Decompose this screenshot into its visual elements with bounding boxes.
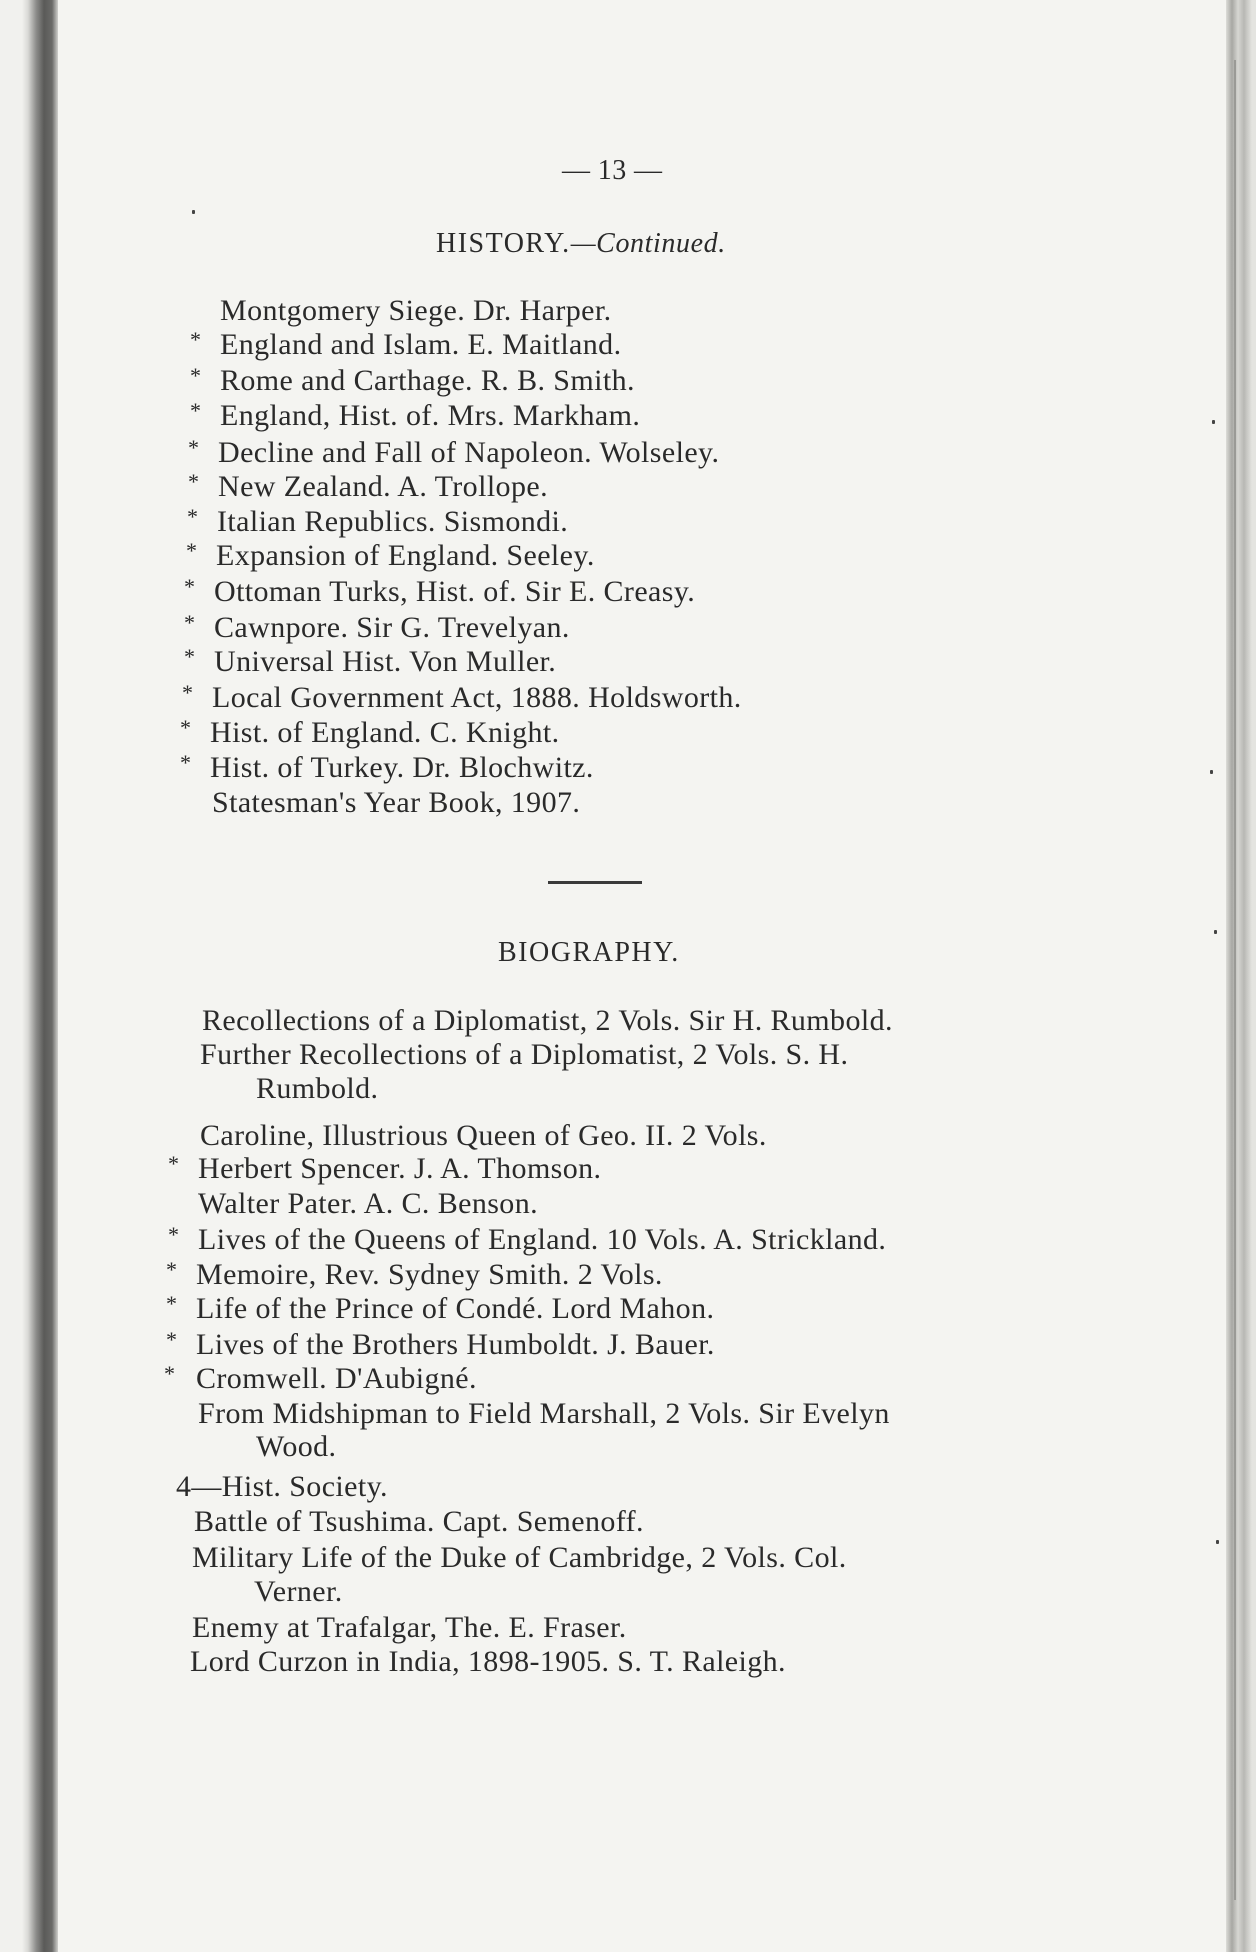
book-gutter-shadow [0,0,58,1952]
history-heading [436,228,726,260]
history-entry: England, Hist. of. Mrs. Markham. [220,399,641,432]
society-entry: Enemy at Trafalgar, The. E. Fraser. [192,1611,627,1644]
asterisk-mark: * [190,327,201,352]
biography-entry: Lives of the Brothers Humboldt. J. Bauer. [196,1328,715,1361]
history-entry: England and Islam. E. Maitland. [220,328,622,361]
history-entry: Decline and Fall of Napoleon. Wolseley. [218,436,720,469]
scan-speck [1212,420,1215,424]
biography-entry: Cromwell. D'Aubigné. [196,1362,477,1395]
asterisk-mark: * [190,398,201,423]
scan-speck [192,210,195,214]
biography-entry: Life of the Prince of Condé. Lord Mahon. [196,1292,715,1325]
biography-entry: Walter Pater. A. C. Benson. [198,1187,539,1220]
asterisk-mark: * [166,1327,177,1352]
biography-entry-continuation: Rumbold. [256,1072,379,1105]
history-entry: Italian Republics. Sismondi. [217,505,569,538]
society-label: 4—Hist. Society. [176,1470,388,1503]
asterisk-mark: * [184,574,195,599]
biography-entry: Recollections of a Diplomatist, 2 Vols. Sir H. Rumbold. [202,1004,893,1037]
asterisk-mark: * [188,469,199,494]
biography-entry: Lives of the Queens of England. 10 Vols. A. Strickland. [198,1223,887,1256]
asterisk-mark: * [164,1361,175,1386]
asterisk-mark: * [186,538,197,563]
asterisk-mark: * [166,1257,177,1282]
biography-entry: Further Recollections of a Diplomatist, 2 Vols. S. H. [200,1038,849,1071]
biography-entry: From Midshipman to Field Marshall, 2 Vols. Sir Evelyn [198,1397,890,1430]
section-divider [548,881,642,884]
biography-heading: BIOGRAPHY. [498,937,680,968]
asterisk-mark: * [182,680,193,705]
asterisk-mark: * [168,1151,179,1176]
asterisk-mark: * [184,644,195,669]
society-entry: Lord Curzon in India, 1898-1905. S. T. Raleigh. [190,1645,786,1678]
biography-entry-continuation: Wood. [256,1430,337,1463]
history-entry: Montgomery Siege. Dr. Harper. [220,294,612,327]
history-entry: Local Government Act, 1888. Holdsworth. [212,681,742,714]
biography-entry: Caroline, Illustrious Queen of Geo. II. 2 Vols. [200,1119,767,1152]
page-edge-line [1234,60,1236,1900]
history-entry: Rome and Carthage. R. B. Smith. [220,364,635,397]
asterisk-mark: * [180,715,191,740]
history-heading-continued: —Continued. [570,228,726,259]
page-edge-shadow [1226,0,1256,1952]
history-entry: Hist. of Turkey. Dr. Blochwitz. [210,751,594,784]
history-entry: Ottoman Turks, Hist. of. Sir E. Creasy. [214,575,696,608]
history-entry: Hist. of England. C. Knight. [210,716,560,749]
asterisk-mark: * [168,1222,179,1247]
biography-entry: Herbert Spencer. J. A. Thomson. [198,1152,602,1185]
scan-speck [1216,1540,1219,1544]
scan-speck [1210,770,1213,774]
society-entry: Battle of Tsushima. Capt. Semenoff. [194,1505,644,1538]
society-entry-continuation: Verner. [254,1575,343,1608]
scan-speck [1214,930,1217,934]
biography-entry: Memoire, Rev. Sydney Smith. 2 Vols. [196,1258,663,1291]
society-entry: Military Life of the Duke of Cambridge, 2 Vols. Col. [192,1541,847,1574]
history-entry: Statesman's Year Book, 1907. [212,786,581,819]
history-entry: Cawnpore. Sir G. Trevelyan. [214,611,570,644]
history-entry: Expansion of England. Seeley. [216,539,595,572]
history-entry: Universal Hist. Von Muller. [214,645,557,678]
asterisk-mark: * [190,363,201,388]
asterisk-mark: * [184,610,195,635]
history-heading-text: HISTORY. [436,228,571,259]
asterisk-mark: * [180,750,191,775]
history-entry: New Zealand. A. Trollope. [218,470,548,503]
page-number: — 13 — [562,155,663,186]
asterisk-mark: * [166,1291,177,1316]
asterisk-mark: * [188,435,199,460]
asterisk-mark: * [187,504,198,529]
